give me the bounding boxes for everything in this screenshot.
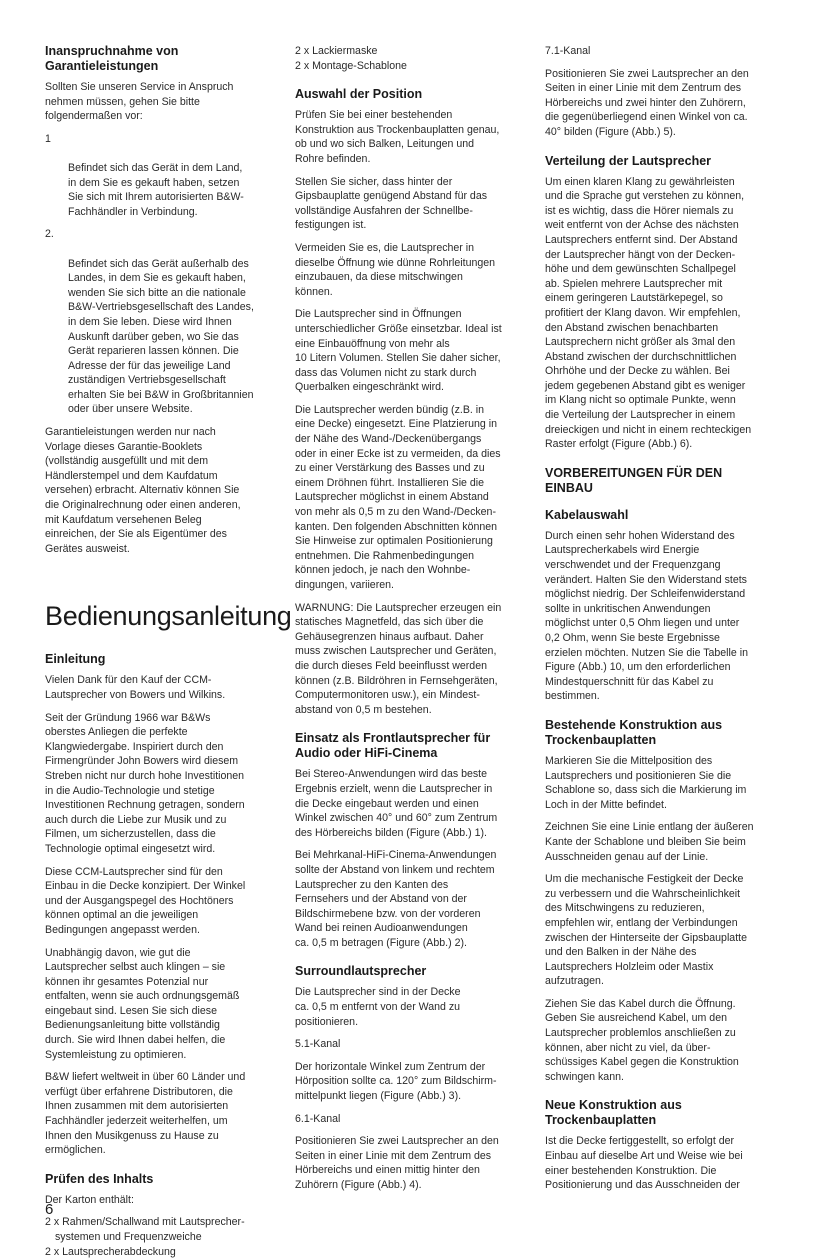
list-text: Befindet sich das Gerät außerhalb des Landes, in dem Sie es gekauft haben, wenden Sie sich bitte an die nationale B&W-Vertriebsgesellschaft des Landes, in dem Sie leben. Diese wird Ihnen Auskunft darüber geben, wo Sie das Gerät reparieren lassen können. Die Adresse der für das jeweilige Land zuständigen Vertriebsgesellschaft erhalten Sie bei B&W in Großbritannien oder über unsere Website. [68,257,254,416]
contents-item: 2 x Lautsprecherabdeckung [45,1245,176,1258]
surround-paragraph: Die Lautsprecher sind in der Decke ca. 0,5 m entfernt von der Wand zu positionieren. [295,986,461,1028]
cable-text: Durch einen sehr hohen Widerstand des Lautsprecherkabels wird Energie verschwendet und der Frequenzgang verändert. Halten Sie den Widerstand stets möglichst niedrig. Der Schleifenwiderstand sollte in unkritischen Anwendungen möglichst unter 0,5 Ohm liegen und unter 0,2 Ohm, wenn Sie beste Ergebnisse erzielen möchten. Nutzen Sie die Tabelle in Figure (Abb.) 10, um den erforderlichen Mindestquerschnitt für das Kabel zu bestimmen. [545,529,748,703]
guarantee-intro: Sollten Sie unseren Service in Anspruch nehmen müssen, gehen Sie bitte folgendermaßen vor: [45,81,234,123]
list-text: Befindet sich das Gerät in dem Land, in dem Sie es gekauft haben, setzen Sie sich mit Ihrem autorisierten B&W- Fachhändler in Verbindung. [68,161,244,218]
position-paragraph-5: Die Lautsprecher werden bündig (z.B. in eine Decke) eingesetzt. Eine Platzierung in der Nähe des Wand-/Deckenübergangs oder in einer Ecke ist zu vermeiden, da dies zu einer Verstärkung des Basses und zu einem Dröhnen führt. Installieren Sie die Lautsprecher möglichst in einem Abstand von mehr als 0,5 m zu den Wand-/Decken- kanten. Den folgenden Abschnitten können Sie Hinweise zur optimalen Positionierung entnehmen. Die Rahmenbedingungen können jedoch, je nach den Wohnbe- dingungen, variieren. [295,403,501,591]
preparation-heading: VORBEREITUNGEN FÜR DEN EINBAU [545,465,723,495]
front-speaker-heading: Einsatz als Frontlautsprecher für Audio oder HiFi-Cinema [295,731,491,761]
channel-71-label: 7.1-Kanal [545,45,591,57]
intro-heading: Einleitung [45,652,106,667]
manual-title: Bedienungsanleitung [45,601,292,632]
contents-item: 2 x Rahmen/Schallwand mit Lautsprecher- systemen und Frequenzweiche [45,1216,245,1243]
contents-heading: Prüfen des Inhalts [45,1171,154,1186]
intro-paragraph-5: B&W liefert weltweit in über 60 Länder und verfügt über erfahrene Distributoren, die Ihnen zusammen mit dem autorisierten Fachhändler jederzeit weiterhelfen, um Ihnen den Musikgenuss zu Hause zu ermöglichen. [45,1071,246,1157]
page-number: 6 [45,1201,54,1218]
position-paragraph-3: Vermeiden Sie es, die Lautsprecher in dieselbe Öffnung wie dünne Rohrleitungen einzubauen, da diese mitschwingen können. [295,241,496,298]
column-2 [295,44,527,1201]
existing-paragraph-3: Um die mechanische Festigkeit der Decke zu verbessern und die Wahrscheinlichkeit des Mitschwingens zu reduzieren, empfehlen wir, entlang der Verbindungen zwischen der Hinterseite der Gipsbauplatte und den Balken in der Nähe des Lautsprechers Holzleim oder Mastix aufzutragen. [545,873,747,988]
contents-intro: Der Karton enthält: [45,1193,134,1206]
existing-paragraph-2: Zeichnen Sie eine Linie entlang der äußeren Kante der Schablone und bleiben Sie beim Ausschneiden genau auf der Linie. [545,821,754,863]
distribution-heading: Verteilung der Lautsprecher [545,153,712,168]
surround-heading: Surroundlautsprecher [295,964,427,979]
new-construction-heading: Neue Konstruktion aus Trockenbauplatten [545,1098,682,1128]
contents-item: 2 x Montage-Schablone [295,59,407,72]
front-paragraph-2: Bei Mehrkanal-HiFi-Cinema-Anwendungen sollte der Abstand von linkem und rechtem Lautsprecher zu den Kanten des Fernsehers und der Abstand von der Bildschirmebene bzw. von der vorderen Wand bei reinen Audioanwendungen ca. 0,5 m betragen (Figure (Abb.) 2). [295,849,497,949]
channel-61-label: 6.1-Kanal [295,1112,341,1125]
channel-51-text: Der horizontale Winkel zum Zentrum der Hörposition sollte ca. 120° zum Bildschirm- mittelpunkt liegen (Figure (Abb.) 3). [295,1060,497,1103]
intro-paragraph-3: Diese CCM-Lautsprecher sind für den Einbau in die Decke konzipiert. Der Winkel und der Ausgangspegel des Hochtöners können optimal an die jeweiligen Bedingungen angepasst werden. [45,865,246,936]
intro-paragraph-4: Unabhängig davon, wie gut die Lautsprecher selbst auch klingen – sie können ihr gesamtes Potenzial nur entfalten, wenn sie auch ordnungsgemäß eingebaut sind. Lesen Sie sich diese Bedienungsanleitung bitte vollständig durch. Sie wird Ihnen dabei helfen, die Systemleistung zu optimieren. [45,946,240,1061]
column-3 [545,44,777,1201]
new-construction-text: Ist die Decke fertiggestellt, so erfolgt der Einbau auf dieselbe Art und Weise wie bei einer bestehenden Konstruktion. Die Positionierung und das Ausschneiden der [545,1135,743,1192]
intro-paragraph-1: Vielen Dank für den Kauf der CCM- Lautsprecher von Bowers und Wilkins. [45,674,226,701]
guarantee-list-item-1 [45,132,277,220]
position-warning: WARNUNG: Die Lautsprecher erzeugen ein statisches Magnetfeld, das sich über die Gehäusegrenzen hinaus aufbaut. Daher muss zwischen Lautsprecher und Geräten, die durch dieses Feld beeinflusst werden können (z.B. Bildröhren in Fernsehgeräten, Computermonitoren usw.), ein Mindest- abstand von 0,5 m bestehen. [295,601,502,716]
position-paragraph-4: Die Lautsprecher sind in Öffnungen unterschiedlicher Größe einsetzbar. Ideal ist eine Einbauöffnung von mehr als 10 Litern Volumen. Stellen Sie daher sicher, dass das Volumen nicht zu stark durch Querbalken eingeschränkt wird. [295,308,502,394]
contents-item: 2 x Lackiermaske [295,45,378,57]
list-number: 1 [45,132,51,145]
front-paragraph-1: Bei Stereo-Anwendungen wird das beste Ergebnis erzielt, wenn die Lautsprecher in die Decke eingebaut werden und einen Winkel zwischen 40° und 60° zum Zentrum des Hörbereichs bilden (Figure (Abb.) 1). [295,768,498,839]
channel-51-label: 5.1-Kanal [295,1038,341,1051]
existing-paragraph-4: Ziehen Sie das Kabel durch die Öffnung. Geben Sie ausreichend Kabel, um den Lautsprecher problemlos anschließen zu können, aber nicht zu viel, da über- schüssiges Kabel gegen die Konstruktion schwingen kann. [545,997,739,1083]
existing-construction-heading: Bestehende Konstruktion aus Trockenbauplatten [545,717,723,747]
position-paragraph-2: Stellen Sie sicher, dass hinter der Gipsbauplatte genügend Abstand für das vollständige Ausfahren der Schnellbe- festigungen ist. [295,175,488,232]
channel-61-text: Positionieren Sie zwei Lautsprecher an den Seiten in einer Linie mit dem Zentrum des Hörbereichs und einen mittig hinter den Zuhörern (Figure (Abb.) 4). [295,1135,499,1191]
guarantee-list-item-2 [45,227,277,417]
list-number: 2. [45,228,54,241]
guarantee-heading: Inanspruchnahme von Garantieleistungen [45,44,179,73]
existing-paragraph-1: Markieren Sie die Mittelposition des Lautsprechers und positionieren Sie die Schablone so, dass sich die Markierung im Loch in der Mitte befindet. [545,754,747,811]
intro-paragraph-2: Seit der Gründung 1966 war B&Ws oberstes Anliegen die perfekte Klangwiedergabe. Inspiriert durch den Firmengründer John Bowers wird diesem Streben nicht nur durch hohe Investitionen in die Audio-Technologie und stetige Investitionen Rechnung getragen, sondern auch durch die Liebe zur Musik und zu Filmen, um sicherzustellen, dass die Technologie optimal eingesetzt wird. [45,711,245,855]
position-heading: Auswahl der Position [295,87,423,102]
column-1 [45,44,292,1259]
position-paragraph-1: Prüfen Sie bei einer bestehenden Konstruktion aus Trockenbauplatten genau, ob und wo sich Balken, Leitungen und Rohre befinden. [295,109,500,165]
cable-heading: Kabelauswahl [545,507,629,522]
distribution-text: Um einen klaren Klang zu gewährleisten und die Sprache gut verstehen zu können, ist es wichtig, dass die Hörer niemals zu weit entfernt von der Achse des nächsten Lautsprechers entfernt sind. Der Abstand der Lautsprecher hängt von der Decken- höhe und dem gewünschten Schallpegel ab. Spielen mehrere Lautsprecher mit einem geringeren Lautstärkepegel, so profitiert der Klang davon. Wir empfehlen, den Abstand zwischen benachbarten Lautsprechern nicht größer als 3mal den Abstand zwischen der durchschnittlichen Ohrhöhe und der Decke zu wählen. Bei jedem gegebenen Abstand gibt es weniger im Klang nicht so optimale Punkte, wenn die Verteilung der Lautsprecher in einem dreieckigen und nicht in einem rechteckigen Raster erfolgt (Figure (Abb.) 6). [545,175,752,451]
channel-71-text: Positionieren Sie zwei Lautsprecher an den Seiten in einer Linie mit dem Zentrum des Hörbereichs und zwei hinter den Zuhörern, die gegenüberliegend einen Winkel von ca. 40° bilden (Figure (Abb.) 5). [545,67,749,138]
guarantee-note: Garantieleistungen werden nur nach Vorlage dieses Garantie-Booklets (vollständig ausgefüllt und mit dem Händlerstempel und dem Kaufdatum versehen) erbracht. Alternativ können Sie die Originalrechnung oder einen anderen, mit Kaufdatum versehenen Beleg einreichen, der Sie als Eigentümer des Gerätes ausweist. [45,426,241,555]
